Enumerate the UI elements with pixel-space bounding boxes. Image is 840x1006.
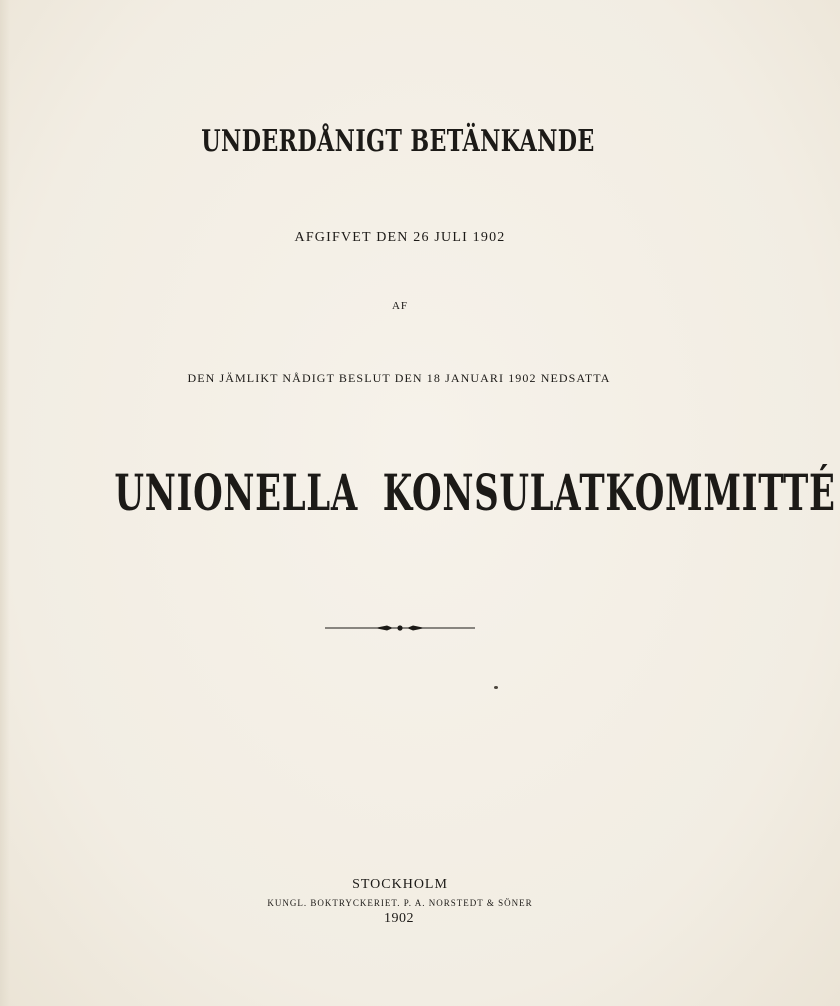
rule-diamond-ornament-icon xyxy=(325,620,475,636)
imprint-printer: KUNGL. BOKTRYCKERIET. P. A. NORSTEDT & SÖNER xyxy=(267,898,533,908)
committee-name: UNIONELLA KONSULATKOMMITTÉ xyxy=(114,463,836,522)
page-edge-shadow xyxy=(0,0,10,1006)
decision-line: DEN JÄMLIKT NÅDIGT BESLUT DEN 18 JANUARI 1902 NEDSATTA xyxy=(187,371,611,385)
imprint-city: STOCKHOLM xyxy=(352,877,448,892)
imprint-year: 1902 xyxy=(384,911,414,926)
paper-speck xyxy=(494,686,498,689)
by-line: AF xyxy=(391,300,409,312)
report-heading: UNDERDÅNIGT BETÄNKANDE xyxy=(201,124,595,159)
submitted-date-line: AFGIFVET DEN 26 JULI 1902 xyxy=(294,230,506,245)
